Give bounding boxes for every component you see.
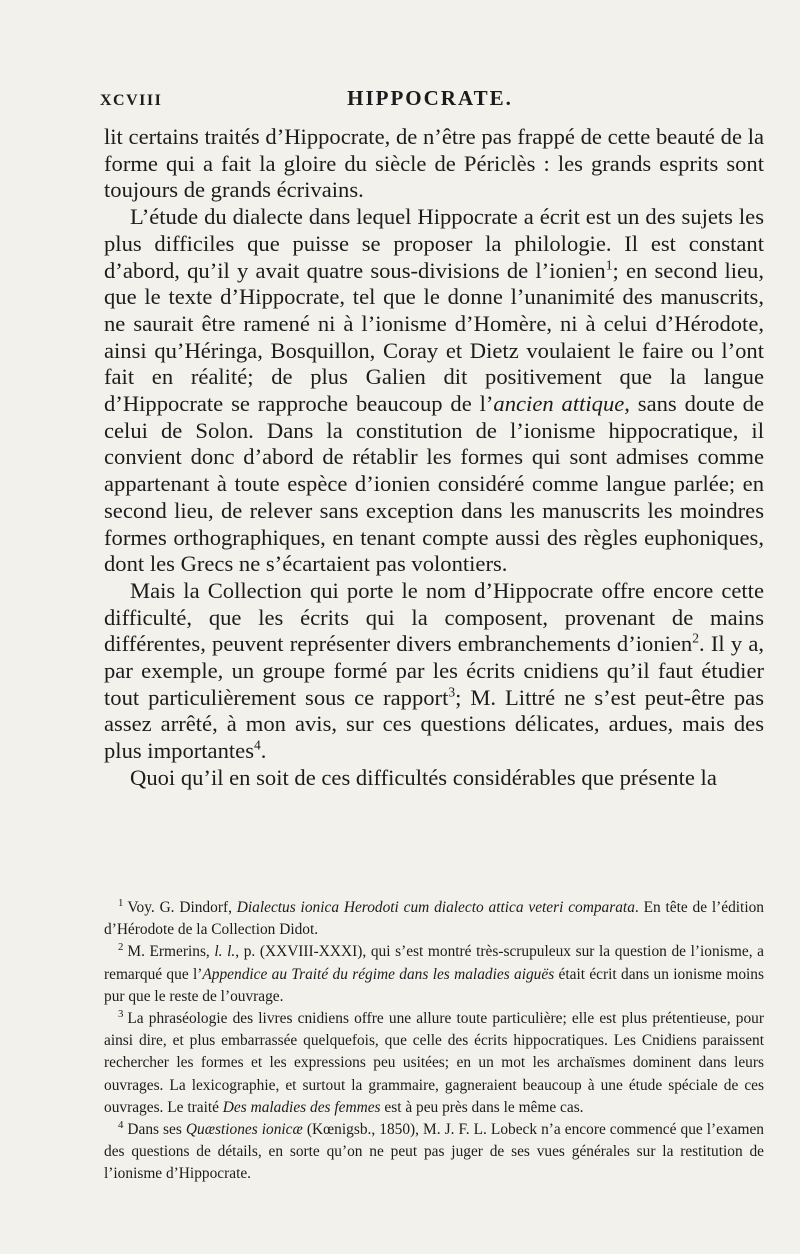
italic-run: l. l.: [214, 943, 236, 961]
italic-run: Quæstiones ionicæ: [185, 1121, 303, 1139]
text-run: .: [260, 738, 267, 764]
italic-run: Dialectus ionica Herodoti cum dialecto attica veteri comparata: [236, 899, 635, 916]
text-run: (Kœnigsb., 1850), M. J. F. L. Lobeck n’a encore commencé que l’examen des questions de détails, en sorte qu’on ne peut pas juger de ses vues générales sur la restitution de l’ionisme d’Hippocrate.: [104, 1121, 764, 1183]
footnote: [104, 897, 764, 941]
page-number: XCVIII: [100, 92, 163, 109]
text-run: Quoi qu’il en soit de ces difficultés considérables que présente la: [130, 764, 717, 790]
footnote-ref: 3: [448, 684, 456, 700]
footnote-ref: 1: [605, 256, 613, 272]
text-run: . Il y a, par exemple, un groupe formé par les écrits cnidiens qu’il faut étudier tout particulièrement sous ce rapport: [104, 631, 765, 710]
italic-run: Appendice au Traité du régime dans les maladies aiguës: [202, 965, 555, 983]
text-run: lit certains traités d’Hippocrate, de n’être pas frappé de cette beauté de la forme qui a fait la gloire du siècle de Périclès : les grands esprits sont toujours de grands écrivains.: [104, 124, 764, 203]
paragraph: [104, 765, 764, 792]
footnote-ref: 2: [692, 630, 700, 646]
italic-run: Des maladies des femmes: [222, 1098, 381, 1116]
footnote-number: 1: [118, 896, 124, 909]
text-run: ; M. Littré ne s’est peut-être pas assez arrêté, à mon avis, sur ces questions délicates, ardues, mais des plus importantes: [104, 684, 765, 764]
footnote: [104, 1008, 764, 1119]
paragraph: [104, 124, 764, 204]
footnote-number: 2: [118, 941, 124, 954]
paragraph: [104, 204, 764, 578]
text-run: , p. (XXVIII-XXXI), qui s’est montré très-scrupuleux sur la question de l’ionisme, a remarqué que l’: [104, 943, 764, 983]
text-run: ; en second lieu, que le texte d’Hippocrate, tel que le donne l’unanimité des manuscrits, ne saurait être ramené ni à l’ionisme d’Homère, ni à celui d’Hérodote, ainsi qu’Héringa, Bosquillon, Coray et Dietz voulaient le faire ou l’ont fait en réalité; de plus Galien dit positivement que la langue d’Hippocrate se rapproche beaucoup de l’: [104, 257, 764, 417]
footnote: [104, 941, 764, 1008]
footnote-ref: 4: [253, 737, 261, 753]
text-run: était écrit dans un ionisme moins pur que le reste de l’ouvrage.: [104, 965, 764, 1005]
main-text: [104, 124, 764, 792]
footnote: [104, 1119, 764, 1186]
running-title: HIPPOCRATE.: [347, 86, 513, 110]
footnotes: [104, 897, 764, 1186]
page-header: [100, 86, 760, 114]
text-run: . En tête de l’édition d’Hérodote de la Collection Didot.: [104, 899, 764, 939]
footnote-number: 3: [118, 1007, 124, 1020]
footnote-number: 4: [118, 1118, 124, 1131]
text-run: , sans doute de celui de Solon. Dans la constitution de l’ionisme hippocratique, il convient donc d’abord de rétablir les formes qui sont admises comme appartenant à toute espèce d’ionien considéré comme langue parlée; en second lieu, de relever sans exception dans les manuscrits les moindres formes orthographiques, en tenant compte aussi des règles euphoniques, dont les Grecs ne s’écartaient pas volontiers.: [104, 391, 764, 577]
text-run: La phraséologie des livres cnidiens offre une allure toute particulière; elle est plus prétentieuse, pour ainsi dire, et plus embarrassée quelquefois, que celle des écrits hippocratiques. Les Cnidiens paraissent rechercher les formes et les expressions peu usitées; en un mot les archaïsmes dominent dans leurs ouvrages. La lexicographie, et surtout la grammaire, gagneraient beaucoup à une étude spéciale de ces ouvrages. Le traité: [104, 1010, 764, 1116]
text-run: Mais la Collection qui porte le nom d’Hippocrate offre encore cette difficulté, que les écrits qui la composent, provenant de mains différentes, peuvent représenter divers embranchements d’ionien: [104, 577, 764, 657]
text-run: est à peu près dans le même cas.: [380, 1098, 584, 1116]
paragraph: [104, 578, 764, 765]
text-run: M. Ermerins,: [127, 943, 215, 961]
italic-run: ancien attique: [493, 391, 625, 417]
text-run: Dans ses: [127, 1121, 186, 1139]
text-run: L’étude du dialecte dans lequel Hippocrate a écrit est un des sujets les plus difficiles que puisse se proposer la philologie. Il est constant d’abord, qu’il y avait quatre sous-divisions de l’ionien: [104, 204, 764, 283]
text-run: Voy. G. Dindorf,: [127, 899, 237, 916]
